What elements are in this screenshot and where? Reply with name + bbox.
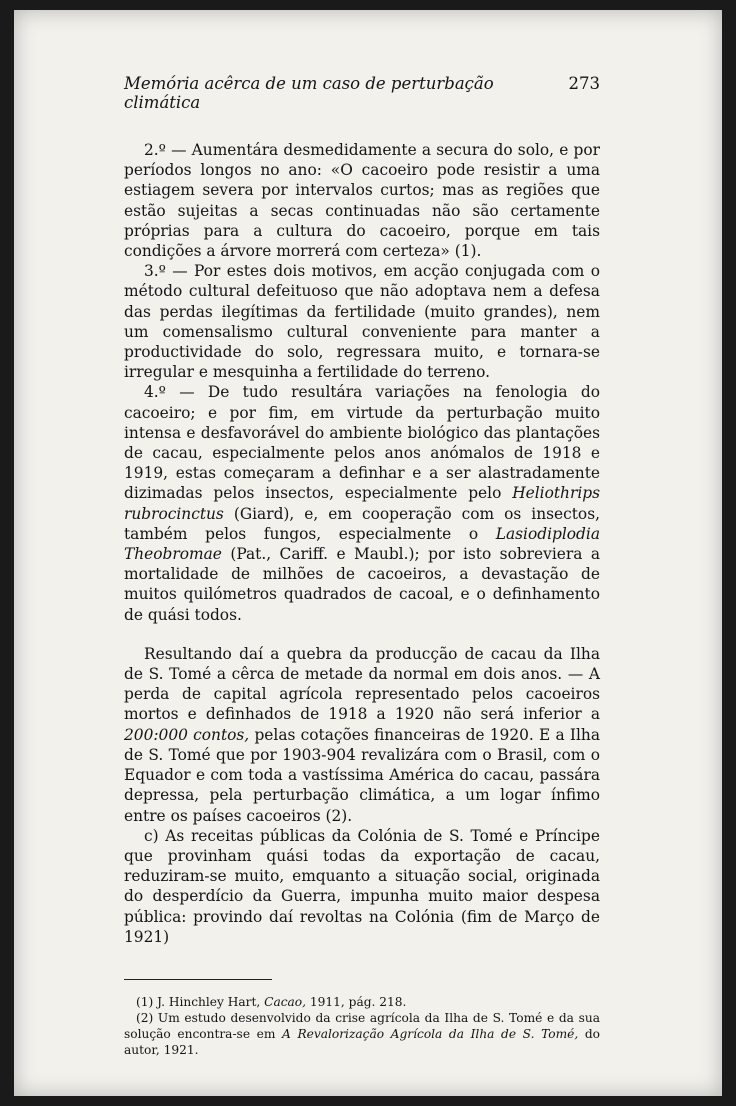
footnote-1-text-a: (1) J. Hinchley Hart, (136, 994, 265, 1009)
footnote-1 (124, 994, 600, 1010)
resultando-text-a: Resultando daí a quebra da producção de cacau da Ilha de S. Tomé a cêrca de metade da normal em dois anos. — A perda de capital agrícola representado pelos cacoeiros mortos e definhados de 1918 a 1920 não será inferior a (124, 644, 600, 724)
paragraph-2: 2.º — Aumentára desmedidamente a secura do solo, e por períodos longos no ano: «O cacoeiro pode resistir a uma estiagem severa por intervalos curtos; mas as regiões que estão sujeitas a secas continuadas não são certamente próprias para a cultura do cacoeiro, porque em tais condições a árvore morrerá com certeza» (1). (124, 141, 600, 261)
paragraph-3: 3.º — Por estes dois motivos, em acção conjugada com o método cultural defeituoso que não adoptava nem a defesa das perdas ilegítimas da fertilidade (muito grandes), nem um comensalismo cultural conveniente para manter a productividade do solo, regressara muito, e tornara-se irregular e mesquinha a fertilidade do terreno. (124, 262, 600, 382)
paragraph-4-text-e: (Pat., Cariff. e Maubl.); por isto sobreviera a mortalidade de milhões de cacoeiros, a devastação de muitos quilómetros quadrados de cacoal, e o definhamento de quási todos. (124, 545, 600, 624)
paragraph-4 (124, 382, 600, 624)
footnote-2-title: A Revalorização Agrícola da Ilha de S. Tomé, (282, 1026, 579, 1041)
book-page (124, 74, 600, 1058)
footnote-1-title: Cacao, (264, 994, 307, 1009)
footnote-2-text-c: do autor, 1921. (124, 1026, 601, 1057)
paragraph-4-text-a: 4.º — De tudo resultára variações na fenologia do cacoeiro; e por fim, em virtude da perturbação muito intensa e desfavorável do ambiente biológico das plantações de cacau, especialmente pelos anos anómalos de 1918 e 1919, estas começaram a definhar e a ser alastradamente dizimadas pelos insectos, especialmente pelo (124, 383, 600, 503)
body-text (124, 140, 600, 947)
footnotes (124, 994, 600, 1058)
footnote-2-text-a: (2) Um estudo desenvolvido da crise agrícola da Ilha de S. Tomé e da sua solução encontra-se em (124, 1010, 600, 1041)
paper-sheet (14, 10, 722, 1096)
species-heliothrips: Heliothrips rubrocinctus (124, 484, 600, 523)
footnote-2 (124, 1010, 600, 1058)
running-title: Memória acêrca de um caso de perturbação climática (124, 74, 494, 112)
footnote-divider (124, 979, 272, 980)
running-header (124, 74, 600, 112)
species-lasiodiplodia: Lasiodiplodia Theobromae (124, 524, 600, 564)
page-number: 273 (568, 74, 600, 93)
paragraph-resultando (124, 644, 600, 826)
paragraph-4-text-c: (Giard), e, em cooperação com os insectos, também pelos fungos, especialmente o (124, 504, 600, 543)
paragraph-c: c) As receitas públicas da Colónia de S. Tomé e Príncipe que provinham quási todas da exportação de cacau, reduziram-se muito, emquanto a situação social, originada do desperdício da Guerra, impunha muito maior despesa pública: provindo daí revoltas na Colónia (fim de Março de 1921) (124, 826, 600, 946)
contos-amount: 200:000 contos, (124, 725, 250, 744)
footnote-1-text-c: 1911, pág. 218. (306, 994, 407, 1009)
resultando-text-c: pelas cotações financeiras de 1920. E a Ilha de S. Tomé que por 1903-904 revalizára com o Brasil, com o Equador e com toda a vastíssima América do cacau, passára depressa, pela perturbação climática, a um logar ínfimo entre os países cacoeiros (2). (124, 725, 600, 825)
